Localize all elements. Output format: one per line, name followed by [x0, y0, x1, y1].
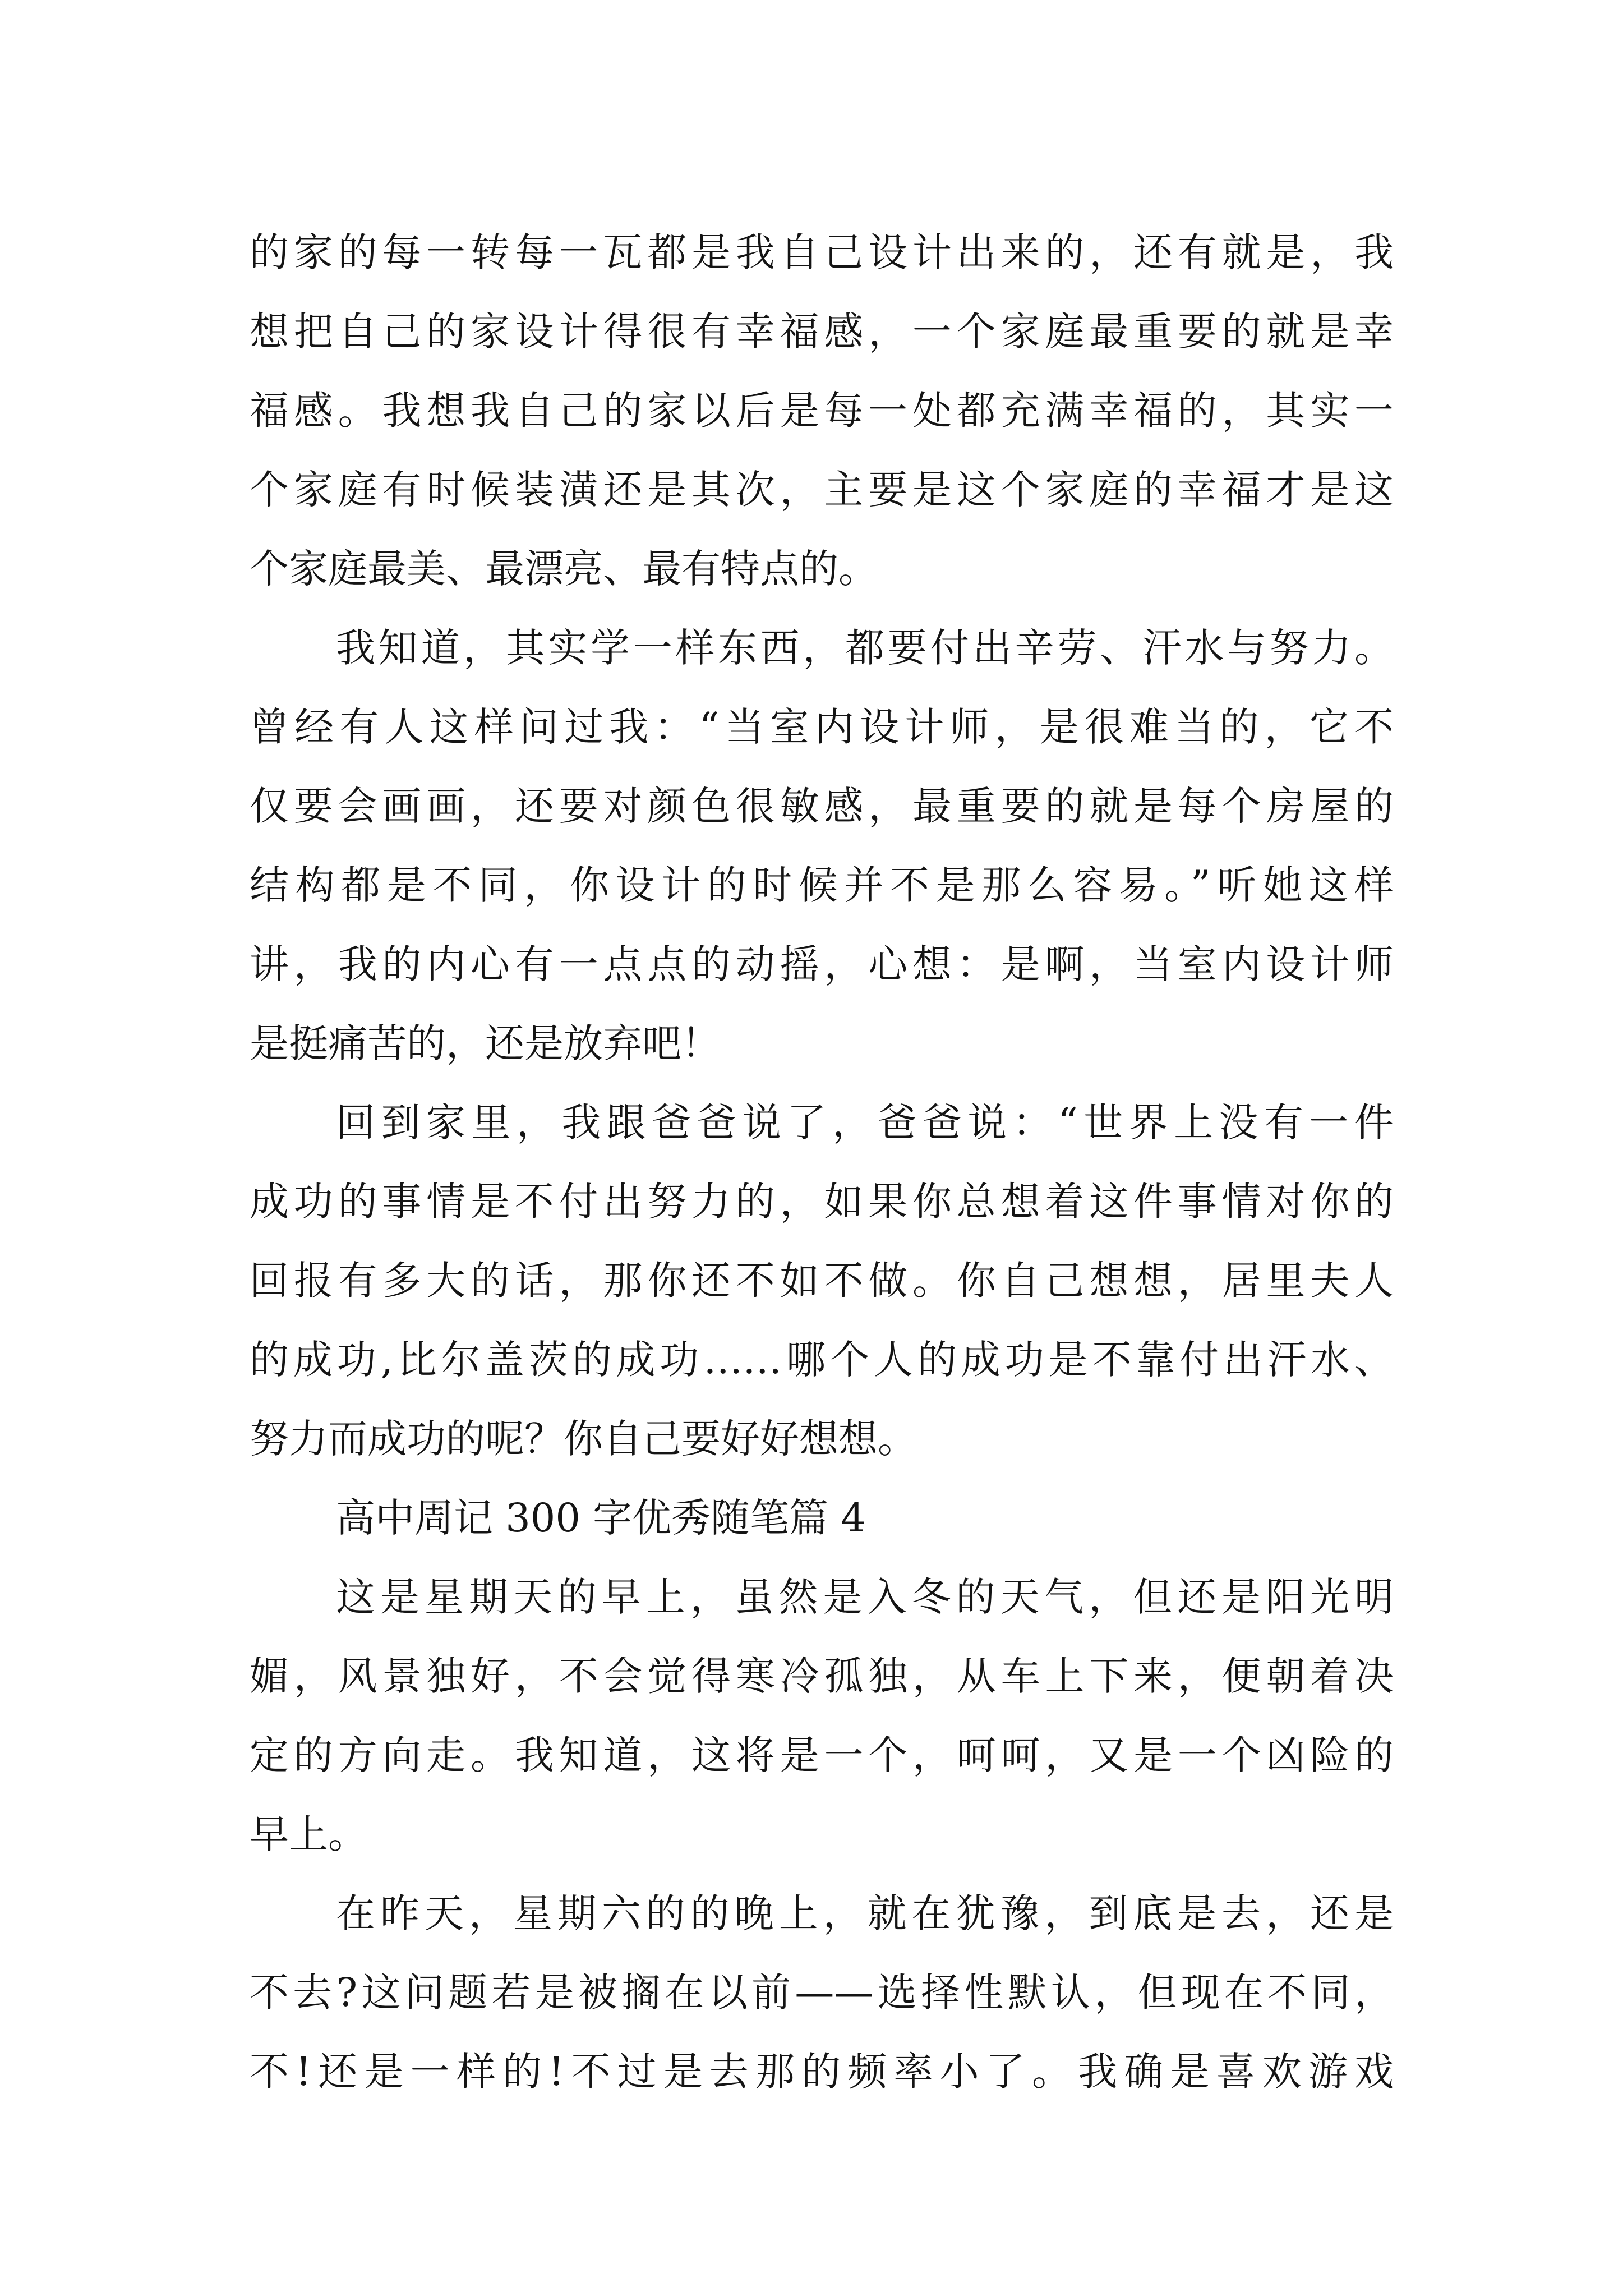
section-heading: 高中周记 300 字优秀随笔篇 4 [336, 1495, 866, 1541]
text-line: 想把自己的家设计得很有幸福感，一个家庭最重要的就是幸 [250, 309, 1394, 355]
text-line: 在昨天，星期六的的晚上，就在犹豫，到底是去，还是 [336, 1890, 1394, 1936]
text-line: 早上。 [250, 1811, 367, 1857]
text-line: 仅要会画画，还要对颜色很敏感，最重要的就是每个房屋的 [250, 783, 1394, 829]
text-line: 努力而成功的呢？你自己要好好想想。 [250, 1416, 917, 1462]
text-line: 媚，风景独好，不会觉得寒冷孤独，从车上下来，便朝着决 [250, 1653, 1394, 1699]
text-line: 个家庭有时候装潢还是其次，主要是这个家庭的幸福才是这 [250, 467, 1394, 513]
text-line: 的家的每一转每一瓦都是我自己设计出来的，还有就是，我 [250, 229, 1394, 275]
text-line: 曾经有人这样问过我：“当室内设计师，是很难当的，它不 [250, 704, 1394, 750]
text-line: 回报有多大的话，那你还不如不做。你自己想想，居里夫人 [250, 1258, 1394, 1304]
text-line: 结构都是不同，你设计的时候并不是那么容易。”听她这样 [250, 862, 1394, 908]
text-line: 成功的事情是不付出努力的，如果你总想着这件事情对你的 [250, 1179, 1394, 1225]
text-line: 讲，我的内心有一点点的动摇，心想：是啊，当室内设计师 [250, 941, 1394, 987]
text-line: 我知道，其实学一样东西，都要付出辛劳、汗水与努力。 [336, 625, 1394, 671]
text-line: 的成功,比尔盖茨的成功……哪个人的成功是不靠付出汗水、 [250, 1337, 1394, 1383]
document-body [250, 213, 1394, 2111]
text-line: 个家庭最美、最漂亮、最有特点的。 [250, 546, 878, 592]
text-line: 定的方向走。我知道，这将是一个，呵呵，又是一个凶险的 [250, 1732, 1394, 1778]
text-line: 是挺痛苦的，还是放弃吧！ [250, 1020, 721, 1066]
text-line: 回到家里，我跟爸爸说了，爸爸说：“世界上没有一件 [336, 1099, 1394, 1145]
text-line: 这是星期天的早上，虽然是入冬的天气，但还是阳光明 [336, 1574, 1394, 1620]
text-line: 不去?这问题若是被搁在以前——选择性默认，但现在不同， [250, 1970, 1394, 2016]
text-line: 不!还是一样的!不过是去那的频率小了。我确是喜欢游戏 [250, 2049, 1394, 2095]
text-line: 福感。我想我自己的家以后是每一处都充满幸福的，其实一 [250, 388, 1394, 434]
